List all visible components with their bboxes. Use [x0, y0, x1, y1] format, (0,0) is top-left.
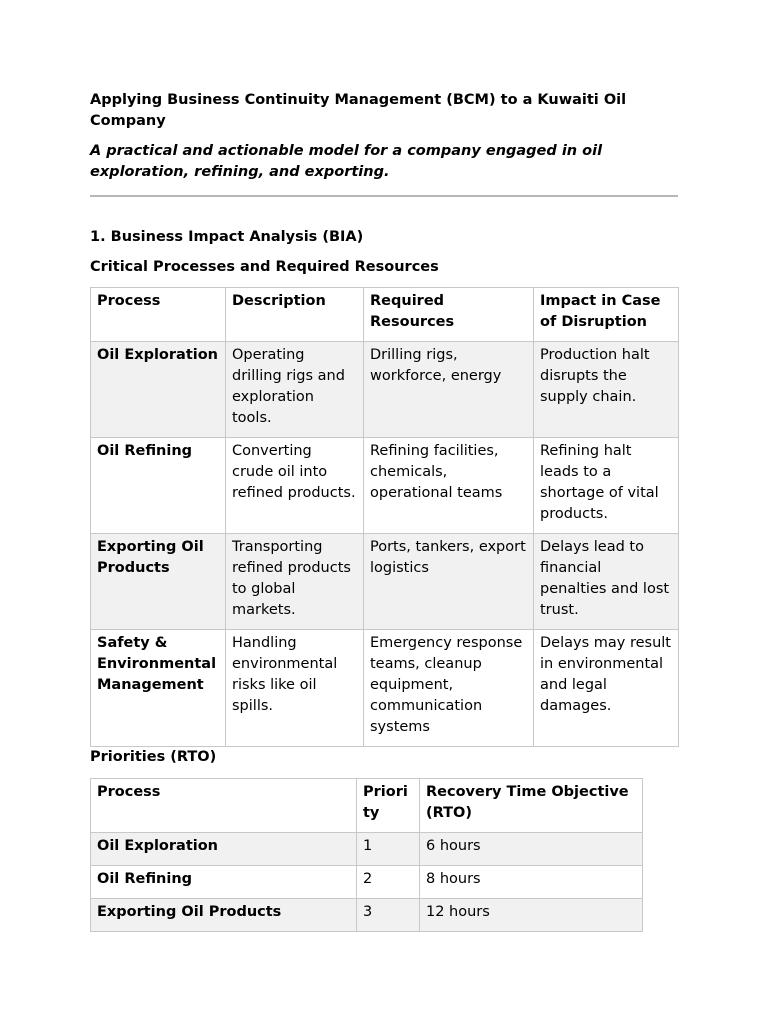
bia-table [90, 287, 679, 747]
description-cell: Handling environmental risks like oil spills. [226, 630, 364, 747]
resources-cell: Drilling rigs, workforce, energy [364, 342, 534, 438]
resources-cell: Ports, tankers, export logistics [364, 534, 534, 630]
rto-cell: 12 hours [420, 899, 643, 932]
subheading-critical-processes: Critical Processes and Required Resources [90, 259, 439, 275]
priority-cell: 2 [357, 866, 420, 899]
rto-table [90, 778, 643, 932]
resources-cell: Emergency response teams, cleanup equipment, communication systems [364, 630, 534, 747]
process-cell: Oil Refining [91, 866, 357, 899]
table-row [91, 342, 679, 438]
process-cell: Exporting Oil Products [91, 899, 357, 932]
impact-cell: Refining halt leads to a shortage of vital products. [534, 438, 679, 534]
table-header-row [91, 288, 679, 342]
document-subtitle: A practical and actionable model for a company engaged in oil exploration, refining, and exporting. [90, 143, 603, 180]
table-row [91, 899, 643, 932]
table-row [91, 630, 679, 747]
document-title: Applying Business Continuity Management (BCM) to a Kuwaiti Oil Company [90, 92, 627, 129]
table-row [91, 534, 679, 630]
process-cell: Safety & Environmental Management [91, 630, 226, 747]
priorities-heading: Priorities (RTO) [90, 749, 217, 765]
column-header-description: Description [226, 288, 364, 342]
table-row [91, 866, 643, 899]
description-cell: Converting crude oil into refined products. [226, 438, 364, 534]
priority-cell: 3 [357, 899, 420, 932]
table-row [91, 833, 643, 866]
column-header-impact: Impact in Case of Disruption [534, 288, 679, 342]
impact-cell: Production halt disrupts the supply chain. [534, 342, 679, 438]
rto-cell: 8 hours [420, 866, 643, 899]
resources-cell: Refining facilities, chemicals, operational teams [364, 438, 534, 534]
process-cell: Exporting Oil Products [91, 534, 226, 630]
process-cell: Oil Exploration [91, 833, 357, 866]
column-header-priority: Priority [357, 779, 420, 833]
horizontal-divider [90, 195, 678, 197]
process-cell: Oil Refining [91, 438, 226, 534]
document-page [90, 90, 678, 932]
column-header-process: Process [91, 779, 357, 833]
description-cell: Operating drilling rigs and exploration tools. [226, 342, 364, 438]
description-cell: Transporting refined products to global markets. [226, 534, 364, 630]
priority-cell: 1 [357, 833, 420, 866]
column-header-process: Process [91, 288, 226, 342]
table-header-row [91, 779, 643, 833]
impact-cell: Delays may result in environmental and legal damages. [534, 630, 679, 747]
column-header-required-resources: Required Resources [364, 288, 534, 342]
impact-cell: Delays lead to financial penalties and lost trust. [534, 534, 679, 630]
table-row [91, 438, 679, 534]
column-header-rto: Recovery Time Objective (RTO) [420, 779, 643, 833]
section-heading-bia: 1. Business Impact Analysis (BIA) [90, 229, 364, 245]
process-cell: Oil Exploration [91, 342, 226, 438]
rto-cell: 6 hours [420, 833, 643, 866]
